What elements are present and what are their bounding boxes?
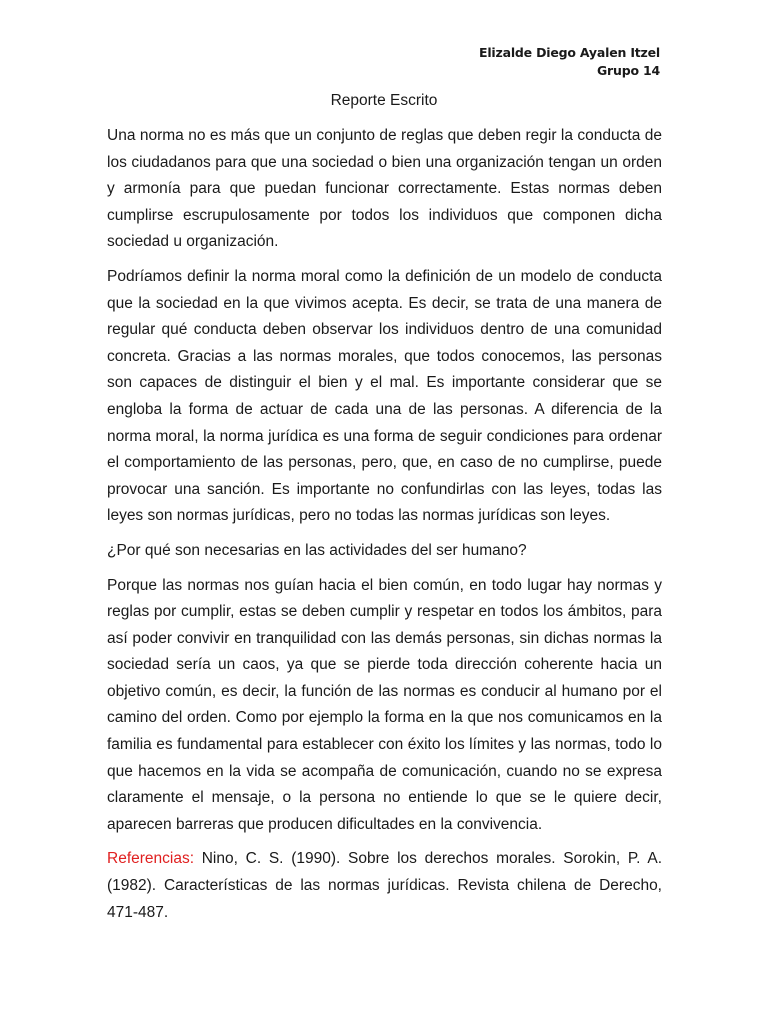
document-body [107, 123, 662, 934]
references-text: Nino, C. S. (1990). Sobre los derechos morales. Sorokin, P. A. (1982). Características de las normas jurídicas. Revista chilena de Derecho, 471-487. [107, 850, 662, 921]
paragraph-answer: Porque las normas nos guían hacia el bien común, en todo lugar hay normas y reglas por cumplir, estas se deben cumplir y respetar en todos los ámbitos, para así poder convivir en tranquilidad con las demás personas, sin dichas normas la sociedad sería un caos, ya que se pierde toda dirección coherente hacia un objetivo común, es decir, la función de las normas es conducir al humano por el camino del orden. Como por ejemplo la forma en la que nos comunicamos en la familia es fundamental para establecer con éxito los límites y las normas, todo lo que hacemos en la vida se acompaña de comunicación, cuando no se expresa claramente el mensaje, o la persona no entiende lo que se le quiere decir, aparecen barreras que producen dificultades en la convivencia. [107, 576, 662, 833]
author-header [479, 44, 660, 80]
author-name: Elizalde Diego Ayalen Itzel [479, 45, 660, 60]
references-label: Referencias: [107, 850, 195, 868]
paragraph-norma-moral: Podríamos definir la norma moral como la definición de un modelo de conducta que la sociedad en la que vivimos acepta. Es decir, se trata de una manera de regular qué conducta deben observar los individuos dentro de una comunidad concreta. Gracias a las normas morales, que todos conocemos, las personas son capaces de distinguir el bien y el mal. Es importante considerar que se engloba la forma de actuar de cada una de las personas. A diferencia de la norma moral, la norma jurídica es una forma de seguir condiciones para ordenar el comportamiento de las personas, pero, que, en caso de no cumplirse, puede provocar una sanción. Es importante no confundirlas con las leyes, todas las leyes son normas jurídicas, pero no todas las normas jurídicas son leyes. [107, 267, 662, 525]
paragraph-norma-definition: Una norma no es más que un conjunto de reglas que deben regir la conducta de los ciudadanos para que una sociedad o bien una organización tengan un orden y armonía para que puedan funcionar correctamente. Estas normas deben cumplirse escrupulosamente por todos los individuos que componen dicha sociedad u organización. [107, 127, 662, 251]
references-paragraph [107, 846, 662, 926]
document-title: Reporte Escrito [330, 92, 438, 109]
group-label: Grupo 14 [596, 63, 660, 78]
paragraph-question: ¿Por qué son necesarias en las actividades del ser humano? [107, 541, 527, 559]
